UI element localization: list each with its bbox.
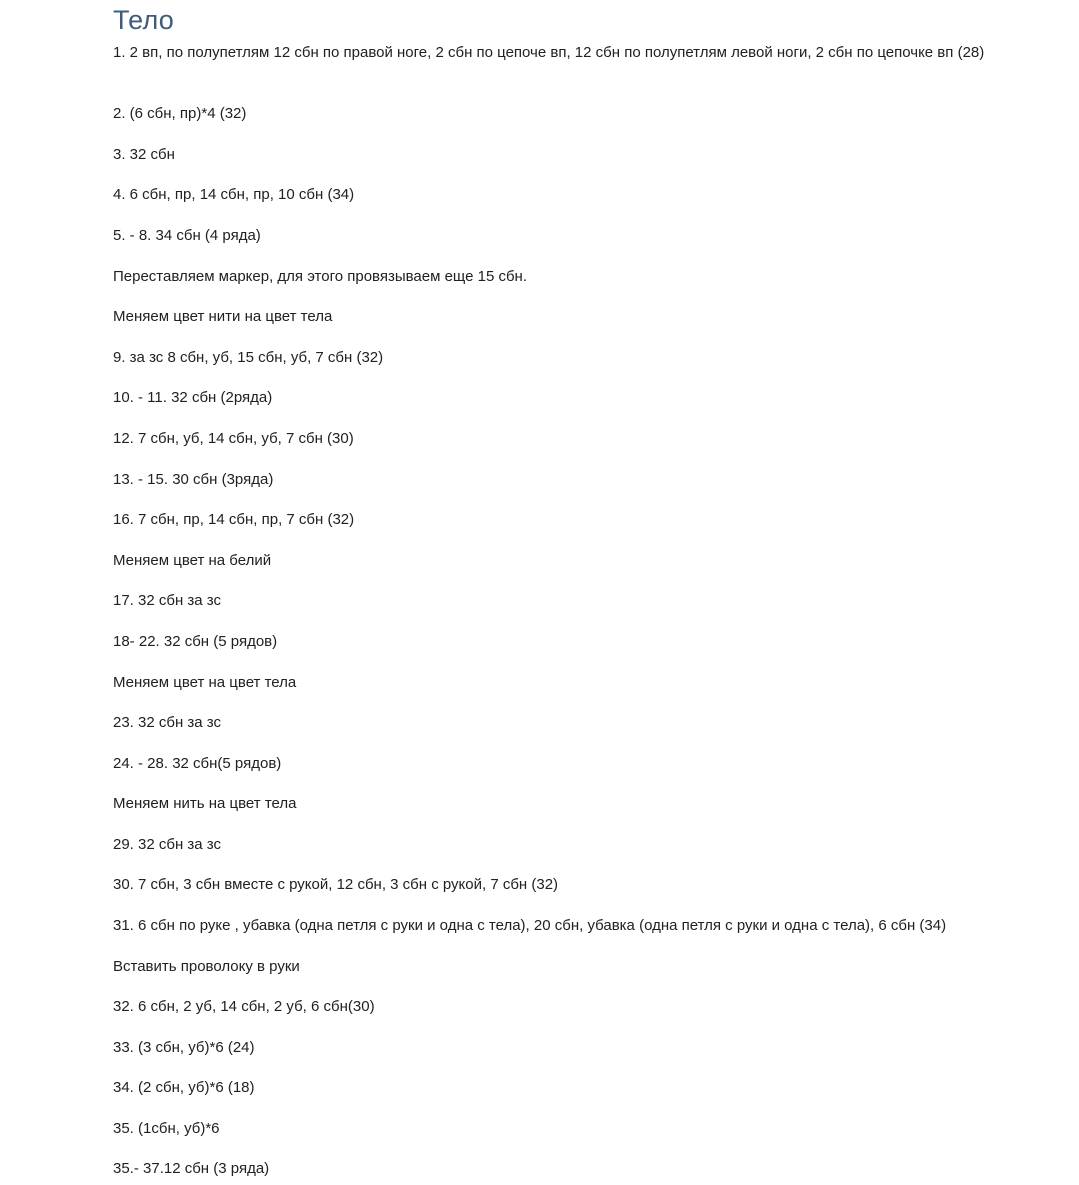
pattern-row-1: 1. 2 вп, по полупетлям 12 сбн по правой ноге, 2 сбн по цепоче вп, 12 сбн по полупетлям левой ноги, 2 сбн по цепочке вп (28) [113, 44, 985, 61]
pattern-row-10-11: 10. - 11. 32 сбн (2ряда) [113, 389, 273, 406]
instruction-change-color-body-2: Меняем цвет на цвет тела [113, 674, 297, 691]
instruction-change-yarn-body: Меняем нить на цвет тела [113, 795, 297, 812]
pattern-row-34: 34. (2 сбн, уб)*6 (18) [113, 1079, 255, 1096]
instruction-insert-wire: Вставить проволоку в руки [113, 958, 300, 975]
pattern-row-29: 29. 32 сбн за зс [113, 836, 222, 853]
pattern-row-4: 4. 6 сбн, пр, 14 сбн, пр, 10 сбн (34) [113, 186, 355, 203]
pattern-row-16: 16. 7 сбн, пр, 14 сбн, пр, 7 сбн (32) [113, 511, 355, 528]
pattern-row-2: 2. (6 сбн, пр)*4 (32) [113, 105, 247, 122]
pattern-row-33: 33. (3 сбн, уб)*6 (24) [113, 1039, 255, 1056]
pattern-row-32: 32. 6 сбн, 2 уб, 14 сбн, 2 уб, 6 сбн(30) [113, 998, 375, 1015]
pattern-row-31: 31. 6 сбн по руке , убавка (одна петля с руки и одна с тела), 20 сбн, убавка (одна петля с руки и одна с тела), 6 сбн (34) [113, 917, 947, 934]
pattern-row-35-37: 35.- 37.12 сбн (3 ряда) [113, 1160, 270, 1177]
pattern-row-23: 23. 32 сбн за зс [113, 714, 222, 731]
page-title: Тело [113, 5, 174, 35]
pattern-row-12: 12. 7 сбн, уб, 14 сбн, уб, 7 сбн (30) [113, 430, 354, 447]
instruction-move-marker: Переставляем маркер, для этого провязываем еще 15 сбн. [113, 268, 528, 285]
pattern-row-5-8: 5. - 8. 34 сбн (4 ряда) [113, 227, 261, 244]
pattern-row-3: 3. 32 сбн [113, 146, 175, 163]
pattern-row-9: 9. за зс 8 сбн, уб, 15 сбн, уб, 7 сбн (32) [113, 349, 384, 366]
instruction-change-color-body: Меняем цвет нити на цвет тела [113, 308, 333, 325]
pattern-row-18-22: 18- 22. 32 сбн (5 рядов) [113, 633, 278, 650]
pattern-row-30: 30. 7 сбн, 3 сбн вместе с рукой, 12 сбн, 3 сбн с рукой, 7 сбн (32) [113, 876, 559, 893]
pattern-row-24-28: 24. - 28. 32 сбн(5 рядов) [113, 755, 282, 772]
pattern-row-35: 35. (1сбн, уб)*6 [113, 1120, 220, 1137]
pattern-row-17: 17. 32 сбн за зс [113, 592, 222, 609]
pattern-row-13-15: 13. - 15. 30 сбн (3ряда) [113, 471, 274, 488]
instruction-change-color-white: Меняем цвет на белий [113, 552, 272, 569]
